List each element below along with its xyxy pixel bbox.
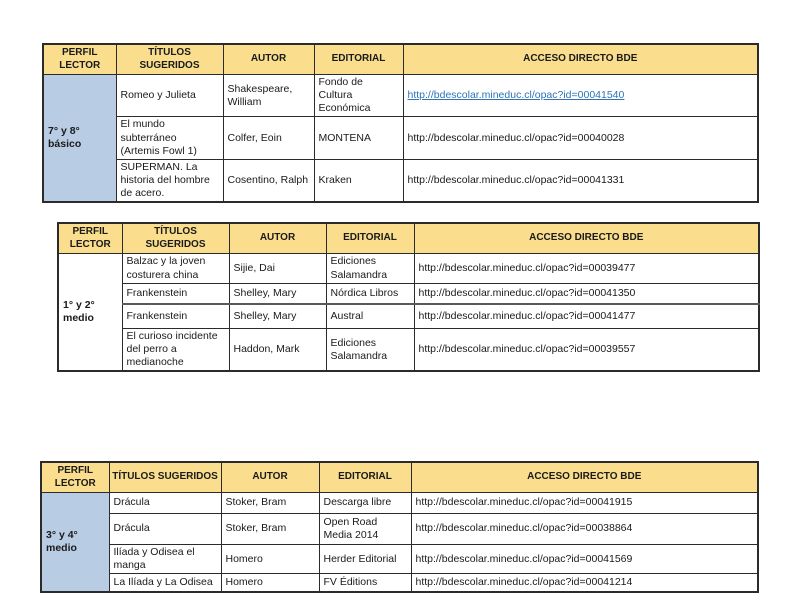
cell-autor: Shakespeare, William [223, 75, 314, 117]
table-row [58, 304, 759, 329]
cell-autor: Homero [221, 545, 319, 574]
cell-editorial: Austral [326, 304, 414, 329]
perfil-lector-cell: 3° y 4° medio [41, 493, 109, 592]
cell-acceso-bde [403, 75, 758, 117]
cell-acceso-bde: http://bdescolar.mineduc.cl/opac?id=00041331 [403, 159, 758, 202]
table-row [41, 514, 758, 545]
cell-editorial: Descarga libre [319, 493, 411, 514]
cell-autor: Cosentino, Ralph [223, 159, 314, 202]
cell-titulo: El mundo subterráneo (Artemis Fowl 1) [116, 117, 223, 159]
cell-editorial: Nórdica Libros [326, 284, 414, 304]
table-row [43, 117, 758, 159]
cell-acceso-bde: http://bdescolar.mineduc.cl/opac?id=00041477 [414, 304, 759, 329]
table-row [58, 329, 759, 372]
cell-titulo: Romeo y Julieta [116, 75, 223, 117]
reading-table-3-4-medio [40, 461, 759, 593]
cell-titulo: La Ilíada y La Odisea [109, 574, 221, 592]
reading-table-1-2-medio [57, 222, 760, 372]
cell-autor: Colfer, Eoin [223, 117, 314, 159]
cell-autor: Stoker, Bram [221, 493, 319, 514]
table-row [58, 254, 759, 284]
table-row [43, 75, 758, 117]
cell-titulo: Balzac y la joven costurera china [122, 254, 229, 284]
cell-editorial: Kraken [314, 159, 403, 202]
cell-titulo: Frankenstein [122, 284, 229, 304]
table-row [43, 159, 758, 202]
cell-acceso-bde: http://bdescolar.mineduc.cl/opac?id=00041350 [414, 284, 759, 304]
perfil-lector-cell: 1° y 2° medio [58, 254, 122, 372]
cell-autor: Haddon, Mark [229, 329, 326, 372]
cell-titulo: El curioso incidente del perro a medianoche [122, 329, 229, 372]
column-header-autor: AUTOR [221, 462, 319, 493]
cell-titulo: Drácula [109, 493, 221, 514]
cell-titulo: Drácula [109, 514, 221, 545]
reading-table-7-8-basico [42, 43, 759, 203]
table-row [41, 545, 758, 574]
column-header-perfil-lector: PERFIL LECTOR [58, 223, 122, 254]
cell-autor: Shelley, Mary [229, 304, 326, 329]
cell-autor: Shelley, Mary [229, 284, 326, 304]
cell-autor: Sijie, Dai [229, 254, 326, 284]
column-header-titulos-sugeridos: TÍTULOS SUGERIDOS [122, 223, 229, 254]
cell-editorial: Open Road Media 2014 [319, 514, 411, 545]
column-header-autor: AUTOR [223, 44, 314, 75]
column-header-perfil-lector: PERFIL LECTOR [41, 462, 109, 493]
table-row [41, 574, 758, 592]
table-header-row [58, 223, 759, 254]
table-row [41, 493, 758, 514]
column-header-editorial: EDITORIAL [319, 462, 411, 493]
cell-editorial: Ediciones Salamandra [326, 254, 414, 284]
column-header-editorial: EDITORIAL [314, 44, 403, 75]
cell-titulo: Frankenstein [122, 304, 229, 329]
column-header-acceso-directo-bde: ACCESO DIRECTO BDE [414, 223, 759, 254]
column-header-autor: AUTOR [229, 223, 326, 254]
cell-acceso-bde: http://bdescolar.mineduc.cl/opac?id=00039477 [414, 254, 759, 284]
cell-editorial: FV Éditions [319, 574, 411, 592]
cell-acceso-bde: http://bdescolar.mineduc.cl/opac?id=00038864 [411, 514, 758, 545]
cell-editorial: Fondo de Cultura Económica [314, 75, 403, 117]
cell-editorial: MONTENA [314, 117, 403, 159]
table-header-row [41, 462, 758, 493]
cell-autor: Homero [221, 574, 319, 592]
bde-hyperlink[interactable]: http://bdescolar.mineduc.cl/opac?id=00041540 [407, 89, 625, 102]
column-header-perfil-lector: PERFIL LECTOR [43, 44, 116, 75]
table-row [58, 284, 759, 304]
perfil-lector-cell: 7° y 8° básico [43, 75, 116, 203]
cell-acceso-bde: http://bdescolar.mineduc.cl/opac?id=00041915 [411, 493, 758, 514]
table-header-row [43, 44, 758, 75]
column-header-titulos-sugeridos: TÍTULOS SUGERIDOS [109, 462, 221, 493]
cell-acceso-bde: http://bdescolar.mineduc.cl/opac?id=00039557 [414, 329, 759, 372]
cell-autor: Stoker, Bram [221, 514, 319, 545]
cell-titulo: Ilíada y Odisea el manga [109, 545, 221, 574]
column-header-acceso-directo-bde: ACCESO DIRECTO BDE [411, 462, 758, 493]
cell-acceso-bde: http://bdescolar.mineduc.cl/opac?id=00041214 [411, 574, 758, 592]
column-header-editorial: EDITORIAL [326, 223, 414, 254]
cell-acceso-bde: http://bdescolar.mineduc.cl/opac?id=00040028 [403, 117, 758, 159]
cell-titulo: SUPERMAN. La historia del hombre de acero. [116, 159, 223, 202]
column-header-acceso-directo-bde: ACCESO DIRECTO BDE [403, 44, 758, 75]
cell-editorial: Herder Editorial [319, 545, 411, 574]
cell-acceso-bde: http://bdescolar.mineduc.cl/opac?id=00041569 [411, 545, 758, 574]
column-header-titulos-sugeridos: TÍTULOS SUGERIDOS [116, 44, 223, 75]
cell-editorial: Ediciones Salamandra [326, 329, 414, 372]
